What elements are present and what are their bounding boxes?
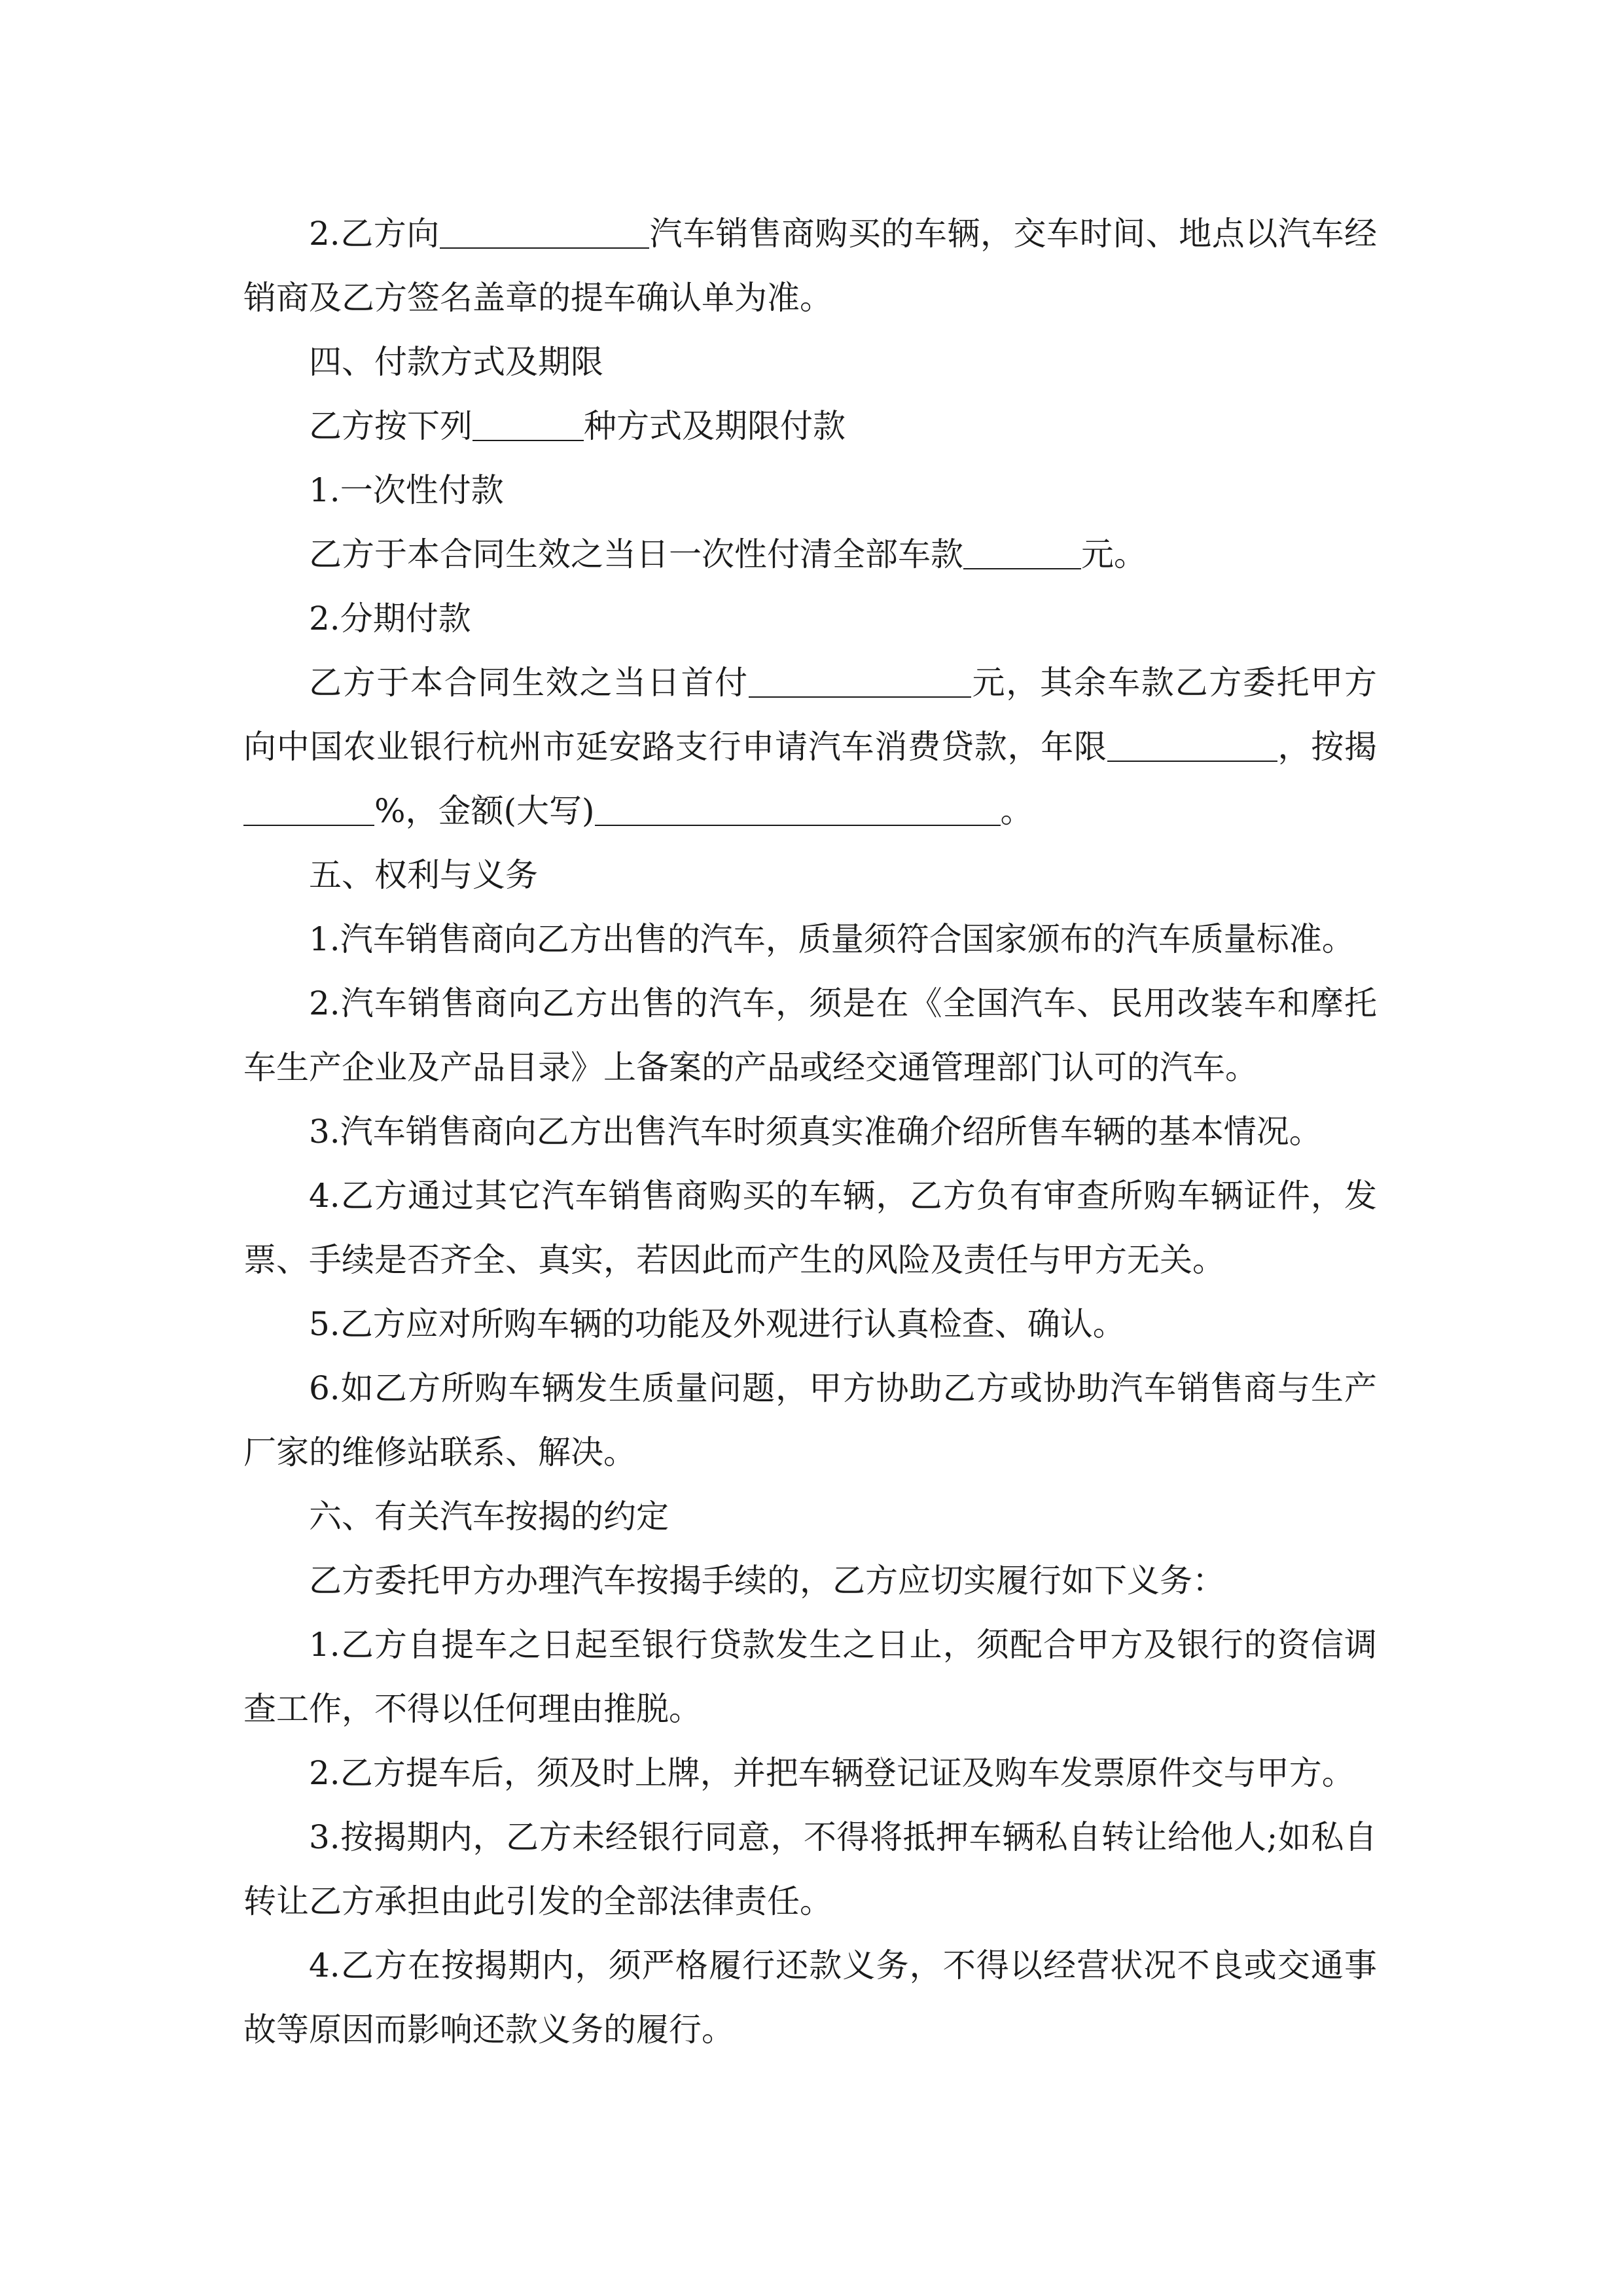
mortgage-item-4: 4.乙方在按揭期内，须严格履行还款义务，不得以经营状况不良或交通事故等原因而影响还款义务的履行。 [243,1946,1377,2049]
rights-item-1: 1.汽车销售商向乙方出售的汽车，质量须符合国家颁布的汽车质量标准。 [309,920,1355,958]
lump-sum-text-a: 乙方于本合同生效之当日一次性付清全部车款 [309,535,963,573]
rights-item-4: 4.乙方通过其它汽车销售商购买的车辆，乙方负有审查所购车辆证件，发票、手续是否齐全、真实，若因此而产生的风险及责任与甲方无关。 [243,1177,1377,1279]
mortgage-item-2: 2.乙方提车后，须及时上牌，并把车辆登记证及购车发票原件交与甲方。 [309,1754,1355,1792]
installment-text-a: 乙方于本合同生效之当日首付 [309,664,749,702]
section-heading-mortgage: 六、有关汽车按揭的约定 [309,1498,669,1535]
payment-method-line [243,394,1377,458]
installment-text-c: ，按揭 [1277,728,1378,766]
installment-text-e: 。 [1000,792,1033,830]
rights-item-6: 6.如乙方所购车辆发生质量问题，甲方协助乙方或协助汽车销售商与生产厂家的维修站联系、解决。 [243,1369,1377,1471]
rights-item-5: 5.乙方应对所购车辆的功能及外观进行认真检查、确认。 [309,1305,1126,1343]
blank-payment-method[interactable] [473,411,584,441]
section-heading-payment: 四、付款方式及期限 [309,343,603,381]
clause-delivery-text-a: 2.乙方向 [309,215,440,253]
payment-option-installment: 2.分期付款 [309,600,471,637]
installment-clause [243,651,1377,843]
blank-down-payment[interactable] [749,668,971,698]
installment-text-d: %，金额(大写) [374,792,595,830]
clause-delivery-text-b: 汽车销售商购买的车辆，交车时间、地点以汽车经销商及乙方签名盖章的提车确认单为准。 [243,215,1377,317]
rights-item-3: 3.汽车销售商向乙方出售汽车时须真实准确介绍所售车辆的基本情况。 [309,1113,1322,1151]
payment-method-text-a: 乙方按下列 [309,407,473,445]
clause-delivery [243,202,1377,330]
blank-amount-in-words[interactable] [595,796,1001,826]
blank-mortgage-percent[interactable] [243,796,374,826]
document-page [243,202,1377,2062]
lump-sum-clause [243,522,1377,586]
payment-option-lump-sum: 1.一次性付款 [309,471,504,509]
blank-loan-term[interactable] [1107,732,1277,762]
blank-dealer-name[interactable] [440,219,649,249]
mortgage-intro: 乙方委托甲方办理汽车按揭手续的，乙方应切实履行如下义务： [309,1562,1225,1600]
payment-method-text-b: 种方式及期限付款 [584,407,846,445]
installment-text-b: 元，其余车款乙方委托甲方向中国农业银行杭州市延安路支行申请汽车消费贷款，年限 [243,664,1378,766]
section-heading-rights: 五、权利与义务 [309,856,538,894]
mortgage-item-3: 3.按揭期内，乙方未经银行同意，不得将抵押车辆私自转让给他人;如私自转让乙方承担由此引发的全部法律责任。 [243,1818,1377,1920]
rights-item-2: 2.汽车销售商向乙方出售的汽车，须是在《全国汽车、民用改装车和摩托车生产企业及产品目录》上备案的产品或经交通管理部门认可的汽车。 [243,984,1377,1086]
blank-full-amount[interactable] [963,539,1081,569]
mortgage-item-1: 1.乙方自提车之日起至银行贷款发生之日止，须配合甲方及银行的资信调查工作，不得以任何理由推脱。 [243,1626,1377,1728]
lump-sum-text-b: 元。 [1081,535,1147,573]
